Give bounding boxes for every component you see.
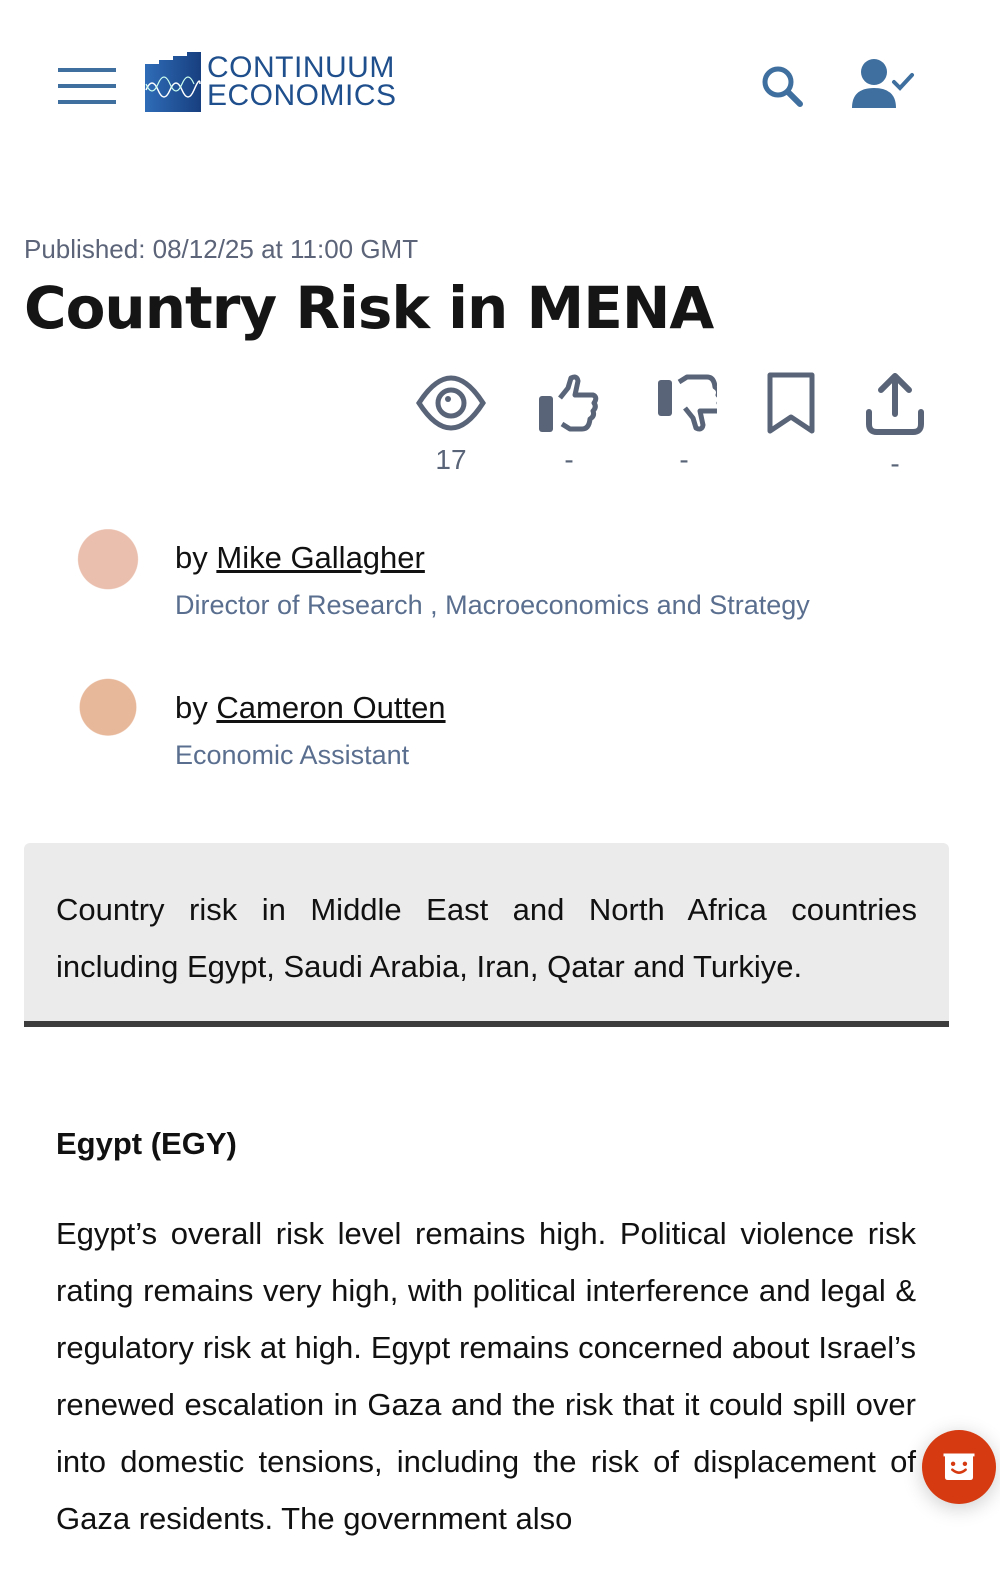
logo-line2: ECONOMICS	[207, 79, 397, 112]
page-title: Country Risk in MENA	[24, 274, 714, 342]
author-avatar[interactable]	[66, 660, 150, 778]
logo-line1: CONTINUUM	[207, 51, 395, 84]
eye-icon	[415, 370, 487, 432]
dislike-button[interactable]	[644, 370, 724, 478]
bookmark-button[interactable]	[752, 370, 832, 482]
author-link[interactable]: Mike Gallagher	[216, 540, 425, 575]
thumbs-up-icon	[536, 370, 602, 432]
by-label: by	[175, 540, 208, 575]
author-1	[175, 540, 810, 621]
thumbs-down-icon	[651, 370, 717, 432]
logo[interactable]	[143, 50, 397, 114]
dislikes-count: -	[679, 444, 689, 475]
share-count: -	[890, 448, 900, 479]
search-icon[interactable]	[760, 64, 804, 108]
author-role: Director of Research , Macroeconomics and Strategy	[175, 590, 810, 620]
menu-button[interactable]	[58, 66, 116, 106]
views-count: 17	[435, 444, 467, 475]
author-role: Economic Assistant	[175, 740, 410, 770]
by-label: by	[175, 690, 208, 725]
article-summary: Country risk in Middle East and North Africa countries including Egypt, Saudi Arabia, Iran, Qatar and Turkiye.	[24, 843, 949, 1027]
share-icon	[864, 370, 926, 436]
author-2	[175, 690, 446, 771]
views-button	[411, 370, 491, 478]
author-avatar[interactable]	[66, 512, 150, 630]
logo-icon	[143, 50, 203, 114]
article-paragraph: Egypt’s overall risk level remains high. Political violence risk rating remains very high, with political interference and legal & regulatory risk at high. Egypt remains concerned about Israel’s renewed escalation in Gaza and the risk that it could spill over into domestic tensions, including the risk of displacement of Gaza residents. The government also	[56, 1216, 916, 1536]
bookmark-icon	[762, 370, 822, 436]
like-button[interactable]	[529, 370, 609, 478]
published-date: Published: 08/12/25 at 11:00 GMT	[24, 234, 419, 264]
likes-count: -	[564, 444, 574, 475]
chat-button[interactable]	[922, 1430, 996, 1504]
chat-smile-icon	[942, 1452, 976, 1483]
bookmark-count	[752, 448, 832, 482]
share-button[interactable]	[855, 370, 935, 482]
section-heading: Egypt (EGY)	[56, 1126, 237, 1161]
author-link[interactable]: Cameron Outten	[216, 690, 446, 725]
user-check-icon[interactable]	[852, 58, 916, 110]
